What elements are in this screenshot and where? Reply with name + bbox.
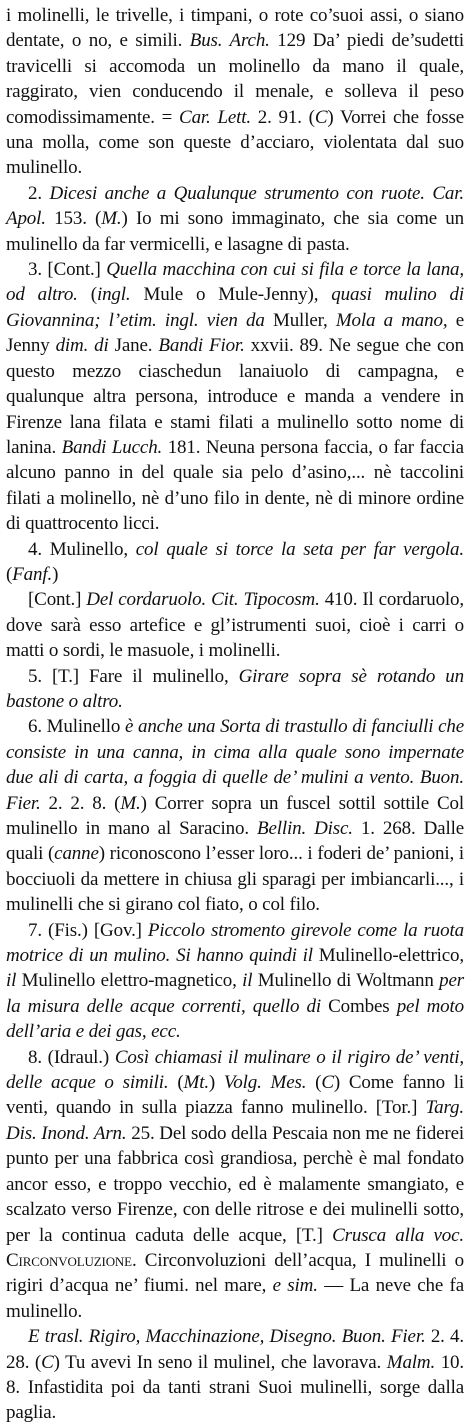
text-segment: ) Tu avevi In seno il mulinel, che lavorava.: [53, 1351, 387, 1373]
text-segment: 10. 8. Infastidita poi da tanti strani Suoi mulinelli, sorge dalla paglia.: [6, 1351, 464, 1424]
italic-text: quasi mulino di Giovannina; l’etim. ingl. vien da: [6, 284, 465, 331]
text-segment: 2.: [28, 182, 50, 204]
italic-text: Quella macchina con cui si fila e torce la lana, od altro.: [6, 259, 464, 306]
text-segment: ): [52, 563, 59, 585]
text-segment: 153. (: [45, 208, 102, 230]
text-segment: (: [6, 563, 13, 585]
italic-text: Crusca alla voc.: [332, 1224, 464, 1246]
text-segment: 129 Da’ piedi de’sudetti travicelli si accomoda un molinello da mano il quale, raggirato, vien conducendo il menale, e solleva il peso comodissimamente. =: [6, 30, 464, 128]
italic-text: C: [41, 1351, 54, 1373]
paragraph-2: [6, 257, 464, 536]
italic-text: C: [321, 1072, 334, 1094]
text-segment: i molinelli, le trivelle, i timpani, o rote co’suoi assi, o siano dentate, o no, e simili.: [6, 5, 464, 52]
italic-text: canne: [54, 843, 99, 865]
text-segment: — La neve che fa mulinello.: [6, 1275, 464, 1322]
text-segment: 3. [Cont.]: [28, 259, 107, 281]
italic-text: M.: [120, 792, 141, 814]
italic-text: Mt.: [183, 1072, 209, 1094]
text-segment: [Cont.]: [28, 589, 87, 611]
text-segment: 8. (Idraul.): [28, 1046, 115, 1068]
text-segment: (: [306, 1072, 322, 1094]
italic-text: M.: [101, 208, 122, 230]
paragraph-7: [6, 918, 464, 1045]
italic-text: Malm.: [386, 1351, 436, 1373]
italic-text: Bandi Lucch.: [61, 436, 163, 458]
italic-text: dim. di: [55, 335, 109, 357]
text-segment: 410. Il cordaruolo, dove sarà esso artefice e gl’istrumenti suoi, cioè i carri o matti o sordi, le masuole, i molinelli.: [6, 589, 464, 662]
text-segment: 1. 268. Dalle quali (: [6, 818, 464, 865]
text-segment: Combes: [321, 995, 397, 1017]
text-segment: ) Correr sopra un fuscel sottil sottile Col mulinello in mano al Saracino.: [6, 792, 464, 839]
italic-text: il: [6, 970, 17, 992]
text-segment: 6. Mulinello: [28, 716, 125, 738]
text-segment: Jane.: [108, 335, 159, 357]
italic-text: Piccolo stromento girevole come la ruota motrice di un mulino. Si hanno quindi il: [6, 919, 464, 967]
text-segment: xxvii. 89. Ne segue che con questo mezzo ciaschedun lanaiuolo di campagna, e qualunque altra persona, introduce e manda a vendere in Firenze lana filata e stami filati a mulinello sotto nome di lanina.: [6, 335, 464, 458]
paragraph-1: [6, 181, 464, 257]
text-segment: 2. 4. 28. (: [6, 1326, 464, 1373]
paragraph-9: [6, 1324, 464, 1426]
text-segment: ): [208, 1072, 224, 1094]
italic-text: è anche una Sorta di trastullo di fanciulli che consiste in una canna, in cima alla quale sono impernate due ali di carta, a foggia di quelle de’ mulini a vento. Buon. Fier.: [6, 716, 464, 814]
text-segment: 7. (Fis.) [Gov.]: [28, 919, 148, 941]
italic-text: per la misura delle acque correnti, quello di: [6, 970, 465, 1017]
italic-text: Targ. Dis. Inond. Arn.: [6, 1097, 464, 1144]
italic-text: Car. Lett.: [179, 106, 252, 128]
italic-text: Bus. Arch.: [189, 30, 270, 52]
text-segment: Mulinello di Woltmann: [252, 970, 440, 992]
text-segment: Mule o Mule-Jenny),: [130, 284, 332, 306]
italic-text: Girare sopra sè rotando un bastone o altro.: [6, 665, 465, 712]
text-segment: 5. [T.] Fare il mulinello,: [28, 665, 239, 687]
paragraph-4: [6, 587, 464, 663]
italic-text: Dicesi anche a Qualunque strumento con ruote. Car. Apol.: [6, 182, 464, 230]
text-segment: Muller,: [264, 309, 336, 331]
italic-text: col quale si torce la seta per far vergola.: [135, 538, 464, 560]
paragraph-8: [6, 1045, 464, 1324]
text-segment: ) riconoscono l’esser loro... i foderi de’ panioni, i bocciuoli da mettere in chiusa gli sparagi per imbiancarli..., i mulinelli che si girano col fiato, o col filo.: [6, 843, 464, 916]
text-segment: 4. Mulinello,: [28, 538, 136, 560]
italic-text: pel moto dell’aria e dei gas, ecc.: [6, 995, 464, 1043]
italic-text: Del cordaruolo. Cit. Tipocosm.: [86, 589, 320, 611]
text-segment: 2. 2. 8. (: [40, 792, 121, 814]
italic-text: Così chiamasi il mulinare o il rigiro de’ venti, delle acque o simili.: [6, 1046, 464, 1094]
paragraph-5: [6, 664, 464, 715]
text-segment: ) Io mi sono immaginato, che sia come un mulinello da far vermicelli, e lasagne di pasta.: [6, 208, 464, 255]
text-segment: Mulinello elettro-magnetico,: [16, 970, 243, 992]
text-segment: e Jenny: [6, 309, 464, 357]
italic-text: Volg. Mes.: [223, 1072, 307, 1094]
italic-text: Bandi Fior.: [158, 335, 245, 357]
text-segment: 25. Del sodo della Pescaia non me ne fiderei punto per una fabbrica così grandiosa, perchè è mal fondato ancor esso, e troppo vecchio, ed è malamente smangiato, e scalzato verso Firenze, con delle ritrose e dei mulinelli sotto, per la continua caduta delle acque, [T.]: [6, 1122, 464, 1246]
text-segment: Mulinello-elettrico,: [312, 945, 464, 967]
paragraph-3: [6, 537, 464, 588]
text-segment: 2. 91. (: [251, 106, 315, 128]
italic-text: Bellin. Disc.: [256, 818, 353, 839]
text-segment: ) Vorrei che fosse una molla, come son queste d’acciaro, violentata dal suo mulinello.: [6, 106, 464, 179]
paragraph-0: [6, 3, 464, 181]
paragraph-6: [6, 714, 464, 917]
text-segment: (: [168, 1072, 184, 1094]
italic-text: Mola a mano,: [335, 309, 448, 331]
italic-text: e sim.: [272, 1275, 318, 1297]
text-segment: (: [77, 284, 97, 306]
italic-text: il: [242, 970, 253, 992]
text-segment: . Circonvoluzioni dell’acqua, I mulinelli o rigiri d’acqua ne’ fiumi. nel mare,: [6, 1249, 464, 1297]
italic-text: Fanf.: [12, 563, 53, 585]
italic-text: ingl.: [96, 284, 131, 306]
italic-text: E trasl. Rigiro, Macchinazione, Disegno. Buon. Fier.: [28, 1326, 426, 1348]
text-segment: 181. Neuna persona faccia, o far faccia alcuno panno in del quale sia pelo d’asino,... nè taccolini filati a molinello, nè d’uno filo in dente, nè di minore ordine di quattrocento licci.: [6, 436, 464, 535]
text-segment: ) Come fanno li venti, quando in sulla piazza fanno mulinello. [Tor.]: [6, 1072, 465, 1119]
italic-text: C: [314, 106, 328, 128]
text-segment: Circonvoluzione: [6, 1249, 132, 1271]
